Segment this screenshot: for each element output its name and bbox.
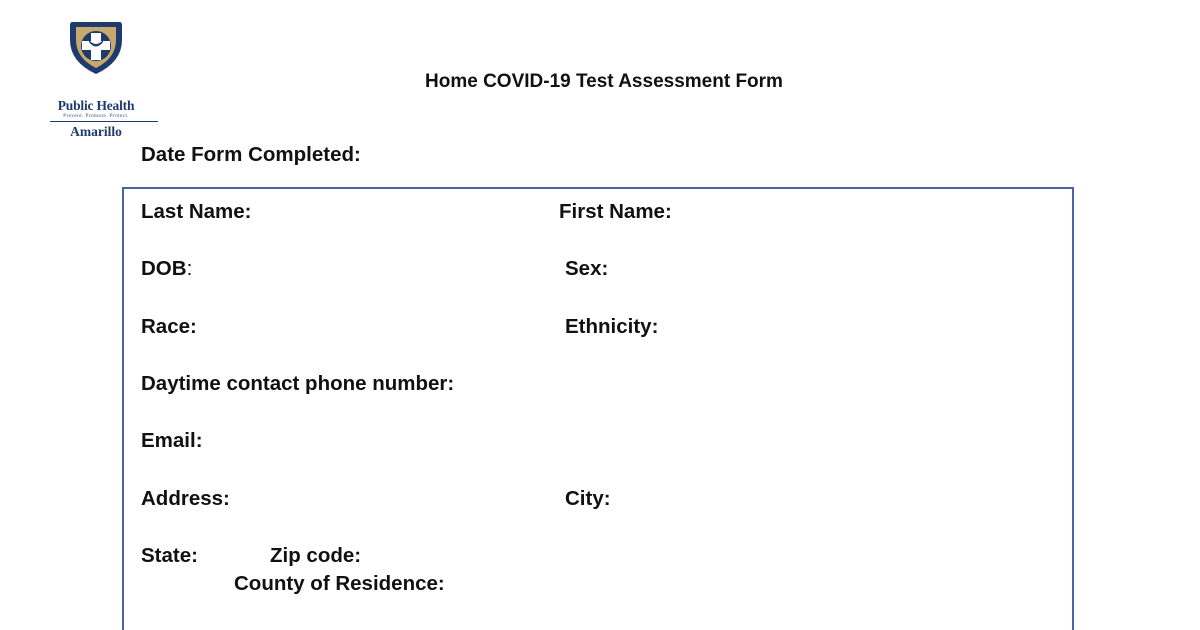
sex-label: Sex: [565, 257, 609, 280]
address-label: Address: [141, 487, 230, 510]
logo-city-text: Amarillo [70, 124, 122, 139]
city-label: City: [565, 487, 611, 510]
logo-tagline-text: Prevent. Promote. Protect. [63, 113, 129, 119]
public-health-amarillo-logo [48, 18, 158, 139]
email-label: Email: [141, 429, 203, 452]
zip-code-label: Zip code: [270, 544, 362, 567]
patient-info-box [122, 187, 1074, 630]
dob-label: DOB [141, 257, 187, 280]
first-name-label: First Name: [559, 200, 672, 223]
dob-field [141, 257, 192, 281]
last-name-label: Last Name: [141, 200, 252, 223]
phone-label: Daytime contact phone number: [141, 372, 455, 395]
county-of-residence-label: County of Residence: [234, 572, 445, 595]
race-label: Race: [141, 315, 197, 338]
dob-colon: : [186, 257, 193, 280]
logo-divider [50, 121, 158, 122]
shield-cross-icon [66, 18, 126, 76]
logo-name-text: Public Health [57, 98, 135, 113]
state-label: State: [141, 544, 198, 567]
document-title: Home COVID-19 Test Assessment Form [425, 71, 783, 92]
ethnicity-label: Ethnicity: [565, 315, 659, 338]
date-form-completed-label: Date Form Completed: [141, 143, 361, 166]
